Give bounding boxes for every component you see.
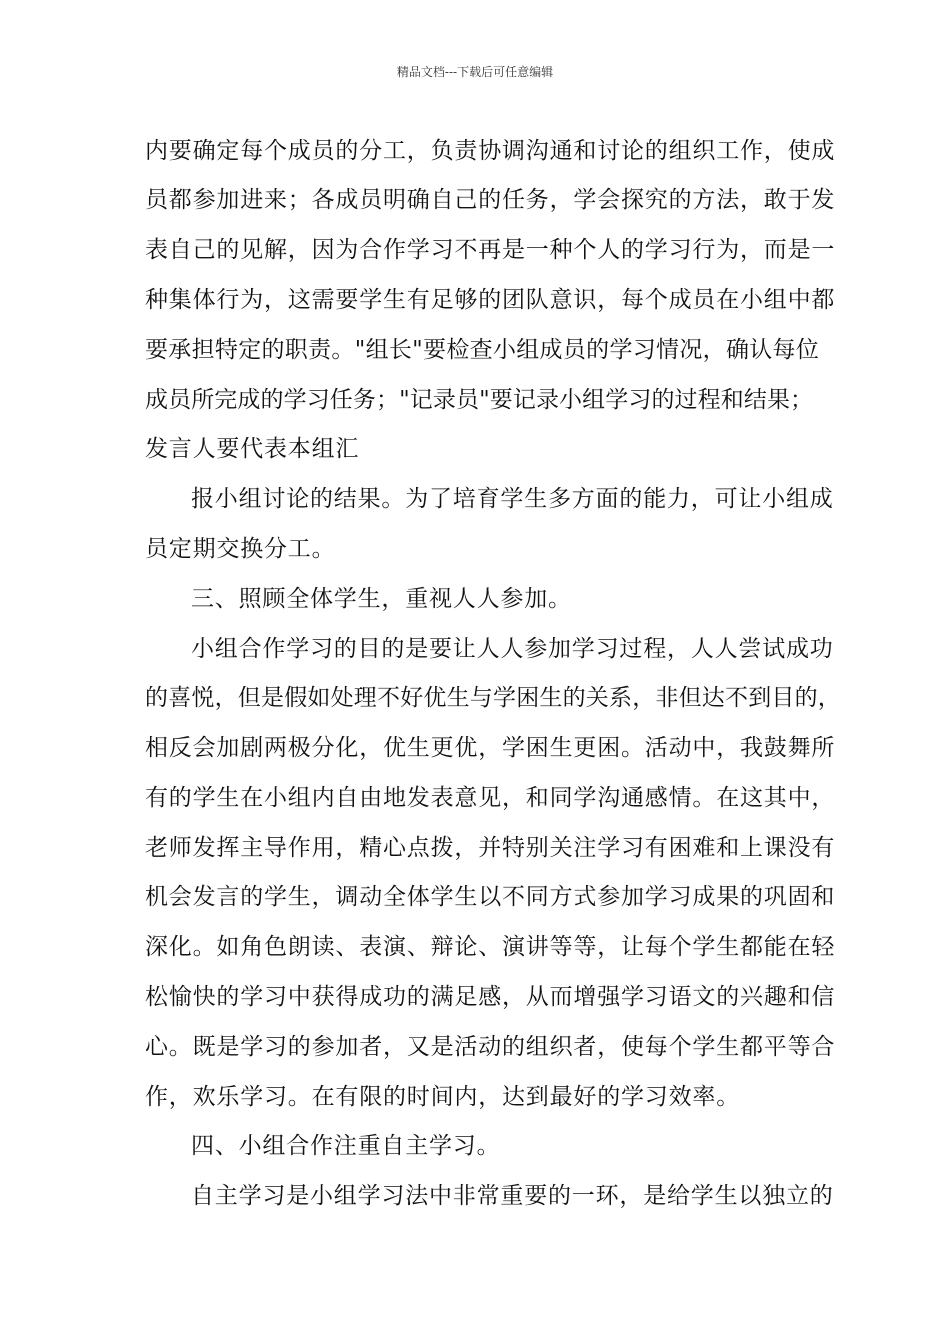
text-line: 松愉快的学习中获得成功的满足感，从而增强学习语文的兴趣和信 bbox=[145, 984, 836, 1010]
text-line: 员定期交换分工。 bbox=[145, 536, 336, 562]
text-line: 要承担特定的职责。"组长"要检查小组成员的学习情况，确认每位 bbox=[145, 337, 820, 363]
text-line: 有的学生在小组内自由地发表意见，和同学沟通感情。在这其中， bbox=[145, 785, 836, 811]
text-line: 报小组讨论的结果。为了培育学生多方面的能力，可让小组成 bbox=[191, 486, 834, 512]
text-line: 深化。如角色朗读、表演、辩论、演讲等等，让每个学生都能在轻 bbox=[145, 934, 836, 960]
text-line: 机会发言的学生，调动全体学生以不同方式参加学习成果的巩固和 bbox=[145, 884, 836, 910]
text-line: 作，欢乐学习。在有限的时间内，达到最好的学习效率。 bbox=[145, 1084, 740, 1110]
text-line: 小组合作学习的目的是要让人人参加学习过程，人人尝试成功 bbox=[191, 636, 834, 662]
section-heading: 四、小组合作注重自主学习。 bbox=[191, 1133, 501, 1159]
text-line: 内要确定每个成员的分工，负责协调沟通和讨论的组织工作，使成 bbox=[145, 138, 836, 164]
text-line: 表自己的见解，因为合作学习不再是一种个人的学习行为，而是一 bbox=[145, 237, 836, 263]
text-line: 员都参加进来；各成员明确自己的任务，学会探究的方法，敢于发 bbox=[145, 187, 836, 213]
text-line: 的喜悦，但是假如处理不好优生与学困生的关系，非但达不到目的， bbox=[145, 685, 841, 711]
section-heading: 三、照顾全体学生，重视人人参加。 bbox=[191, 586, 572, 612]
text-line: 心。既是学习的参加者，又是活动的组织者，使每个学生都平等合 bbox=[145, 1034, 836, 1060]
text-line: 种集体行为，这需要学生有足够的团队意识，每个成员在小组中都 bbox=[145, 287, 836, 313]
text-line: 相反会加剧两极分化，优生更优，学困生更困。活动中，我鼓舞所 bbox=[145, 735, 836, 761]
text-line: 老师发挥主导作用，精心点拨，并特别关注学习有困难和上课没有 bbox=[145, 835, 836, 861]
text-line: 成员所完成的学习任务；"记录员"要记录小组学习的过程和结果； bbox=[145, 387, 814, 413]
text-line: 发言人要代表本组汇 bbox=[145, 436, 360, 462]
text-line: 自主学习是小组学习法中非常重要的一环，是给学生以独立的 bbox=[191, 1183, 834, 1209]
page-header: 精品文档---下载后可任意编辑 bbox=[396, 65, 554, 79]
